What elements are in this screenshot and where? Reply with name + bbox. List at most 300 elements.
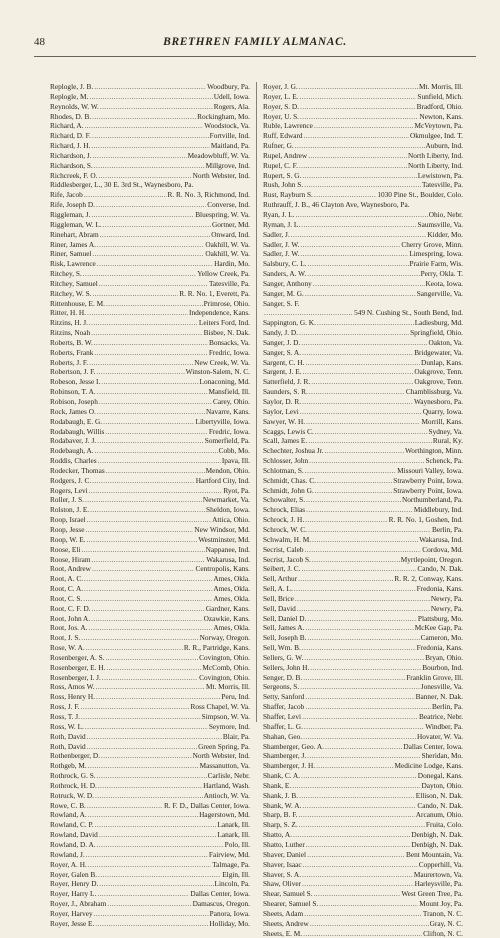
directory-entry — [50, 830, 250, 840]
directory-entry — [263, 712, 463, 722]
entry-place: R. R. No. 1, Goshen, Ind. — [388, 515, 463, 525]
dot-leader — [307, 850, 405, 860]
entry-name: Robison, Joseph — [50, 397, 98, 406]
entry-place: Simpson, W. Va. — [201, 712, 250, 721]
dot-leader — [308, 151, 407, 161]
dot-leader — [302, 879, 414, 889]
directory-entry — [263, 407, 463, 417]
directory-entry — [263, 436, 463, 446]
directory-entry — [263, 791, 463, 801]
directory-entry — [50, 407, 250, 417]
directory-entry — [263, 427, 463, 437]
entry-place: Rural, Ky. — [432, 436, 463, 446]
entry-name: Sell, James A. — [263, 623, 305, 633]
directory-entry — [50, 515, 250, 525]
entry-place: Tatesville, Pa. — [208, 278, 250, 288]
entry-name: Satterfield, J. R. — [263, 377, 311, 387]
entry-place: Libertyville, Iowa. — [195, 416, 250, 426]
directory-entry — [263, 820, 463, 830]
entry-place: Newry, Pa. — [430, 593, 463, 603]
entry-name: Sharp, S. Z. — [263, 820, 298, 830]
entry-place: Bourbon, Ind. — [422, 662, 463, 672]
dot-leader — [91, 614, 202, 624]
dot-leader — [304, 653, 424, 663]
directory-entry — [50, 870, 250, 880]
directory-entry — [50, 505, 250, 515]
directory-entry — [50, 604, 250, 614]
entry-name: Roop, Jesse — [50, 524, 85, 534]
directory-entry — [50, 131, 250, 141]
directory-entry — [263, 387, 463, 397]
directory-entry — [263, 751, 463, 761]
entry-place: Wakarusa, Ind. — [206, 554, 250, 564]
entry-name: Rosenberger, I. J. — [50, 672, 101, 682]
dot-leader — [295, 141, 425, 151]
directory-entry — [263, 240, 463, 250]
entry-place: Fairview, Md. — [208, 849, 250, 859]
directory-entry — [50, 289, 250, 299]
entry-place: McVeytown, Pa. — [414, 121, 463, 131]
dot-leader — [106, 653, 199, 663]
entry-name: Robinson, T. A. — [50, 387, 96, 397]
entry-place: Antioch, W. Va. — [203, 790, 250, 800]
directory-entry — [263, 889, 463, 899]
directory-entry — [263, 673, 463, 683]
dot-leader — [303, 367, 414, 377]
entry-name: Shear, Samuel S. — [263, 889, 313, 899]
entry-place: Bridgewater, Va. — [414, 347, 463, 357]
dot-leader — [100, 230, 211, 240]
right-column — [263, 82, 463, 938]
entry-name: Sadler, J. W. — [263, 239, 300, 249]
entry-name: Scaggs, Lewis C. — [263, 426, 314, 436]
entry-name: Robeson, Jesse I. — [50, 377, 101, 387]
directory-entry — [50, 692, 250, 702]
entry-place: Cando, N. Dak. — [417, 564, 463, 574]
entry-place: Hagerstown, Md. — [199, 810, 250, 820]
entry-place: Leiters Ford, Ind. — [198, 318, 250, 328]
entry-place: Keota, Iowa. — [425, 278, 463, 288]
directory-entry — [263, 466, 463, 476]
entry-place: Winston-Salem, N. C. — [185, 367, 250, 377]
directory-entry — [50, 623, 250, 633]
entry-name: Roose, Hiram — [50, 554, 91, 564]
dot-leader — [85, 525, 193, 535]
entry-name: Rodabaugh, E. G. — [50, 416, 103, 426]
entry-name: Shamberger, Geo. A. — [263, 741, 324, 751]
entry-place: Okmulgee, Ind. T. — [409, 131, 463, 141]
dot-leader — [100, 102, 213, 112]
directory-entry — [263, 476, 463, 486]
entry-name: Rife, Jacob — [50, 190, 83, 200]
directory-entry — [263, 810, 463, 820]
dot-leader — [292, 781, 420, 791]
entry-place: Sangerville, Va. — [416, 288, 463, 298]
entry-place: Norway, Oregon. — [199, 633, 250, 643]
entry-place: Lonaconing, Md. — [199, 377, 250, 387]
entry-place: Gray, N. C. — [429, 918, 463, 928]
entry-place: Banner, N. Dak. — [415, 692, 463, 702]
entry-name: Shank, W. A. — [263, 800, 302, 810]
entry-name: Seibert, J. C. — [263, 564, 301, 574]
dot-leader — [89, 486, 223, 496]
entry-name: Setty, Sanford — [263, 692, 305, 702]
directory-entry — [50, 338, 250, 348]
entry-name: Ruff, Edward — [263, 131, 303, 141]
dot-leader — [94, 909, 209, 919]
entry-name: Sanger, M. G. — [263, 288, 304, 298]
directory-entry — [263, 663, 463, 673]
dot-leader — [308, 436, 432, 446]
dot-leader — [103, 417, 194, 427]
directory-entry — [50, 722, 250, 732]
entry-name: Rowe, C. B. — [50, 800, 86, 810]
directory-entry — [50, 249, 250, 259]
entry-place: Navarre, Kans. — [206, 406, 250, 416]
entry-name: Sellers, G. W. — [263, 652, 304, 662]
directory-entry — [50, 456, 250, 466]
entry-place: Covington, Ohio. — [199, 652, 250, 662]
entry-name: Rufner, G. — [263, 141, 294, 151]
entry-place: Primrose, Ohio. — [203, 298, 250, 308]
directory-entry — [50, 525, 250, 535]
directory-entry — [263, 417, 463, 427]
entry-name: Richcreek, F. O. — [50, 170, 98, 180]
dot-leader — [94, 338, 208, 348]
directory-entry — [263, 269, 463, 279]
entry-name: Sell, Daniel D. — [263, 613, 307, 623]
entry-place: Cando, N. Dak. — [417, 800, 463, 810]
dot-leader — [96, 682, 205, 692]
directory-entry — [50, 643, 250, 653]
entry-name: Sargent, J. E. — [263, 367, 302, 377]
dot-leader — [301, 771, 417, 781]
directory-entry — [50, 427, 250, 437]
entry-name: Royer, L. E. — [263, 91, 299, 101]
directory-entry — [263, 535, 463, 545]
dot-leader — [85, 722, 208, 732]
entry-name: Ruble, Lawrence — [263, 121, 313, 131]
dot-leader — [97, 889, 189, 899]
entry-place: Peru, Ind. — [221, 692, 250, 702]
dot-leader — [307, 269, 419, 279]
directory-entry — [263, 151, 463, 161]
dot-leader — [89, 318, 198, 328]
dot-leader — [302, 801, 416, 811]
dot-leader — [299, 820, 425, 830]
entry-name: Saylor, D. R. — [263, 397, 302, 406]
dot-leader — [300, 249, 408, 259]
entry-name: Shamberger, J. — [263, 751, 307, 761]
directory-entry — [263, 358, 463, 368]
dot-leader — [302, 564, 417, 574]
dot-leader — [306, 505, 413, 515]
entry-name: Shaffer, Jacob — [263, 702, 305, 712]
entry-place: Bradford, Ohio. — [416, 101, 463, 111]
dot-leader — [101, 377, 198, 387]
dot-leader — [307, 614, 417, 624]
entry-place: Perry, Okla. T. — [420, 269, 463, 279]
entry-place: Blair, Pa. — [222, 731, 250, 741]
directory-entry — [50, 801, 250, 811]
entry-place: Arcanum, Ohio. — [415, 810, 463, 820]
dot-leader — [305, 623, 413, 633]
entry-place: Northumberland, Pa. — [402, 495, 463, 505]
dot-leader — [300, 407, 422, 417]
entry-place: Auburn, Ind. — [425, 141, 463, 151]
dot-leader — [84, 574, 212, 584]
dot-leader — [305, 358, 420, 368]
directory-entry — [50, 436, 250, 446]
dot-leader — [304, 180, 421, 190]
directory-entry — [263, 761, 463, 771]
directory-entry — [263, 604, 463, 614]
directory-entry — [50, 92, 250, 102]
entry-name: Richard, A. — [50, 121, 84, 131]
directory-entry — [263, 801, 463, 811]
dot-leader — [306, 840, 411, 850]
directory-entry — [263, 279, 463, 289]
entry-name: Secrist, Caleb — [263, 544, 304, 554]
entry-place: Quarry, Iowa. — [422, 406, 463, 416]
directory-entry — [263, 180, 463, 190]
entry-place: Bisbee, N. Dak. — [203, 328, 250, 338]
entry-name: Rust, Rayburn S. — [263, 190, 313, 200]
entry-name: Schlotman, S. — [263, 465, 304, 475]
page-number: 48 — [34, 36, 45, 48]
dot-leader — [304, 909, 422, 919]
directory-entry — [50, 269, 250, 279]
dot-leader — [95, 791, 203, 801]
entry-name: Shaver, Isaac — [263, 859, 302, 869]
entry-name: Root, J. S. — [50, 633, 81, 643]
directory-entry — [263, 121, 463, 131]
entry-name: Ruthrauff, J. B., 46 Clayton Ave, Waynesboro, Pa. — [263, 200, 410, 210]
entry-place: Fortville, Ind. — [209, 131, 250, 141]
directory-entry — [263, 722, 463, 732]
entry-name: Riddlesberger, L., 30 E. 3rd St., Waynesboro, Pa. — [50, 180, 194, 190]
entry-name: Shank, C. A. — [263, 771, 301, 781]
dot-leader — [87, 742, 197, 752]
entry-place: Ellison, N. Dak. — [415, 790, 463, 800]
entry-name: Ritter, H. H. — [50, 308, 86, 318]
entry-name: Ross, Henry H. — [50, 692, 95, 702]
dot-leader — [81, 712, 201, 722]
entry-name: Shaver, S. A. — [263, 869, 302, 879]
directory-entry — [50, 102, 250, 112]
dot-leader — [87, 732, 222, 742]
dot-leader — [87, 515, 211, 525]
entry-name: Schrock, W. C. — [263, 524, 307, 534]
directory-entry — [50, 919, 250, 929]
dot-leader — [96, 692, 220, 702]
dot-leader — [91, 328, 202, 338]
entry-place: Berlin, Pa. — [431, 524, 463, 534]
entry-name: Royer, A. H. — [50, 859, 87, 869]
entry-place: Maitland, Pa. — [210, 141, 250, 151]
entry-place: Ames, Okla. — [213, 593, 250, 603]
entry-name: Schrock, Elias — [263, 505, 306, 515]
directory-entry — [263, 141, 463, 151]
entry-place: Fruita, Colo. — [425, 820, 463, 830]
entry-place: North Liberty, Ind. — [407, 160, 463, 170]
entry-name: Saylor, Levi — [263, 406, 299, 416]
entry-name: Sheets, Andrew — [263, 918, 309, 928]
entry-name: Shaffer, L. G. — [263, 721, 303, 731]
entry-place: Mansfield, Ill. — [208, 387, 250, 397]
directory-entry — [263, 850, 463, 860]
dot-leader — [91, 141, 210, 151]
directory-entry — [50, 486, 250, 496]
entry-place: Ipava, Ill. — [221, 456, 250, 466]
entry-place: Hardin, Mo. — [214, 259, 250, 269]
dot-leader — [84, 121, 203, 131]
entry-name: Riggleman, J. — [50, 209, 91, 219]
directory-entry — [263, 486, 463, 496]
directory-entry — [50, 771, 250, 781]
entry-place: Lanark, Ill. — [217, 830, 250, 840]
dot-leader — [310, 663, 421, 673]
entry-place: Fredonia, Kans. — [416, 643, 463, 653]
entry-place: Maurertown, Va. — [413, 869, 463, 879]
directory-entry — [50, 791, 250, 801]
dot-leader — [312, 535, 418, 545]
directory-entry — [50, 751, 250, 761]
dot-leader — [302, 348, 413, 358]
dot-leader — [294, 584, 416, 594]
dot-leader — [306, 495, 401, 505]
dot-leader — [314, 121, 414, 131]
dot-leader — [102, 673, 198, 683]
entry-place: Windber, Pa. — [425, 721, 463, 731]
dot-leader — [95, 446, 218, 456]
entry-name: Schmidt, John G. — [263, 485, 314, 495]
entry-name: Sell, David — [263, 603, 296, 613]
directory-entry — [263, 397, 463, 407]
entry-name: Shaw, Oliver — [263, 879, 302, 889]
entry-place: Middlebury, Ind. — [413, 505, 463, 515]
directory-entry — [263, 692, 463, 702]
directory-entry — [50, 259, 250, 269]
entry-name: Royer, J. G. — [263, 82, 298, 91]
directory-entry — [263, 909, 463, 919]
entry-name: Shatto, A. — [263, 830, 292, 840]
directory-entry — [263, 82, 463, 92]
entry-name: Roberts, Frank — [50, 347, 94, 357]
dot-leader — [303, 673, 405, 683]
dot-leader — [297, 604, 430, 614]
entry-name: Schlosser, John — [263, 456, 309, 466]
entry-name: Shank, J. B. — [263, 790, 299, 800]
dot-leader — [94, 348, 207, 358]
dot-leader — [94, 82, 206, 92]
entry-name: Sharp, B. F. — [263, 810, 298, 820]
directory-entry — [263, 702, 463, 712]
directory-entry — [50, 535, 250, 545]
dot-leader — [87, 308, 188, 318]
entry-place: Wakarusa, Ind. — [419, 534, 463, 544]
directory-entry — [50, 180, 250, 190]
directory-entry — [50, 171, 250, 181]
dot-leader — [305, 692, 414, 702]
dot-leader — [97, 840, 224, 850]
dot-leader — [89, 92, 212, 102]
entry-name: Rupel, C. F. — [263, 160, 298, 170]
directory-entry — [263, 830, 463, 840]
directory-entry — [263, 131, 463, 141]
dot-leader — [81, 545, 204, 555]
entry-place: Yellow Creek, Pa. — [197, 269, 250, 279]
dot-leader — [310, 919, 429, 929]
entry-name: Shatto, Luther — [263, 839, 305, 849]
entry-place: Ross Chapel, W. Va. — [190, 702, 250, 712]
entry-place: Rogers, Ala. — [213, 101, 250, 111]
entry-place: Jonesville, Va. — [420, 682, 463, 692]
directory-entry — [263, 220, 463, 230]
entry-place: Fredric, Iowa. — [208, 426, 250, 436]
entry-place: Bent Mountain, Va. — [405, 849, 463, 859]
directory-entry — [263, 840, 463, 850]
dot-leader — [88, 761, 199, 771]
entry-name: Rose, W. A. — [50, 643, 85, 653]
dot-leader — [300, 112, 418, 122]
entry-place: West Green Tree, Pa. — [401, 889, 463, 899]
dot-leader — [81, 702, 190, 712]
dot-leader — [106, 299, 203, 309]
dot-leader — [95, 820, 217, 830]
entry-name: Rothgeb, M. — [50, 761, 87, 771]
dot-leader — [99, 397, 212, 407]
entry-name: Ross, W. L. — [50, 721, 84, 731]
entry-place: Ladiesburg, Md. — [414, 318, 463, 328]
entry-place: McComb, Ohio. — [202, 662, 250, 672]
column-divider — [256, 82, 257, 722]
directory-entry — [50, 161, 250, 171]
dot-leader — [84, 584, 212, 594]
entry-place: Mendon, Ohio. — [205, 465, 250, 475]
entry-place: Medicine Lodge, Kans. — [394, 761, 463, 771]
entry-place: Hartford City, Ind. — [195, 475, 250, 485]
entry-name: Schechter, Joshua Jr. — [263, 446, 324, 456]
entry-name: Sergeons, S. — [263, 682, 300, 692]
directory-entry — [263, 781, 463, 791]
dot-leader — [313, 279, 425, 289]
entry-place: Panora, Iowa. — [209, 908, 250, 918]
directory-entry — [50, 318, 250, 328]
entry-name: Schwalm, H. M. — [263, 534, 312, 544]
dot-leader — [97, 407, 205, 417]
dot-leader — [92, 131, 209, 141]
dot-leader — [300, 682, 420, 692]
left-column — [50, 82, 250, 929]
directory-entry — [263, 230, 463, 240]
entry-place: Mt. Morris, Ill. — [419, 82, 463, 91]
entry-place: Polo, Ill. — [224, 839, 250, 849]
entry-name: Sawyer, W. H. — [263, 416, 306, 426]
entry-name: Shamberger, J. H. — [263, 761, 316, 771]
entry-place: Onward, Ind. — [211, 229, 250, 239]
directory-entry — [50, 879, 250, 889]
dot-leader — [88, 810, 198, 820]
directory-entry — [263, 555, 463, 565]
entry-name: Richardson, J. — [50, 150, 92, 160]
directory-entry — [50, 702, 250, 712]
entry-place: Newton, Kans. — [419, 111, 463, 121]
entry-name: Riner, Samuel — [50, 249, 92, 259]
dot-leader — [317, 476, 392, 486]
entry-name: Royer, J., Abraham — [50, 899, 107, 909]
entry-name: Shahan, Geo. — [263, 731, 303, 741]
